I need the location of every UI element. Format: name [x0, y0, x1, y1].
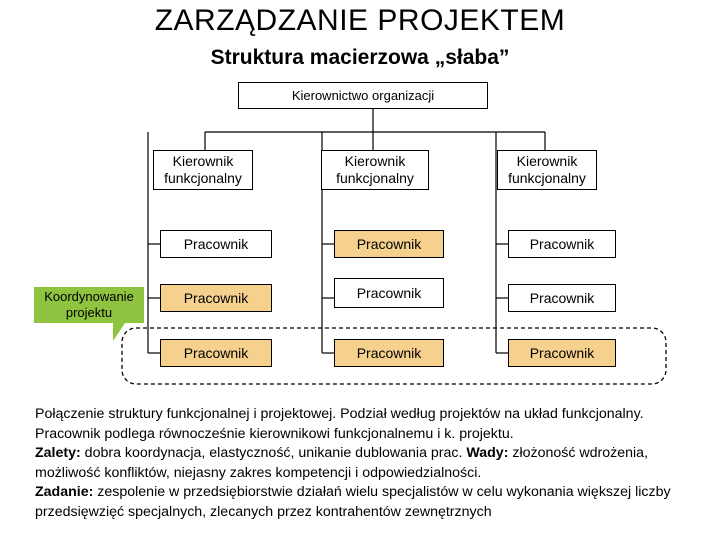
callout-pointer — [113, 323, 125, 341]
worker-box: Pracownik — [508, 230, 616, 258]
worker-box-project: Pracownik — [334, 230, 444, 258]
org-root-box: Kierownictwo organizacji — [238, 82, 488, 109]
disadvantages-text: złożoność wdrożenia, możliwość konfliktów, niejasny zakres kompetencji i odpowiedzialności. — [35, 445, 649, 481]
manager-box-1: Kierownik funkcjonalny — [153, 150, 253, 190]
advantages-label: Zalety: — [35, 445, 81, 461]
worker-box: Pracownik — [160, 230, 272, 258]
task-text: zespolenie w przedsiębiorstwie działań wielu specjalistów w celu wykonania większej liczby przedsięwzięć specjalnych, zlecanych przez kontrahentów zewnętrznych — [35, 484, 671, 520]
page-title: ZARZĄDZANIE PROJEKTEM — [154, 4, 566, 37]
worker-box-project: Pracownik — [508, 339, 616, 367]
project-coordination-callout: Koordynowanie projektu — [34, 287, 144, 323]
worker-box-project: Pracownik — [160, 284, 272, 312]
worker-box-project: Pracownik — [160, 339, 272, 367]
task-label: Zadanie: — [35, 484, 94, 500]
worker-box-project: Pracownik — [334, 339, 444, 367]
description-task — [35, 483, 695, 522]
advantages-text: dobra koordynacja, elastyczność, unikanie dublowania prac. — [80, 445, 467, 461]
disadvantages-label: Wady: — [466, 445, 509, 461]
manager-box-3: Kierownik funkcjonalny — [497, 150, 597, 190]
description-intro: Połączenie struktury funkcjonalnej i projektowej. Podział według projektów na układ funkcjonalny. Pracownik podlega równocześnie kierownikowi funkcjonalnemu i k. projektu. — [35, 406, 644, 442]
description-pros-cons — [35, 444, 695, 483]
worker-box: Pracownik — [334, 278, 444, 308]
worker-box: Pracownik — [508, 284, 616, 312]
manager-box-2: Kierownik funkcjonalny — [321, 150, 429, 190]
page-subtitle: Struktura macierzowa „słaba” — [210, 46, 510, 69]
description-block — [35, 405, 695, 522]
